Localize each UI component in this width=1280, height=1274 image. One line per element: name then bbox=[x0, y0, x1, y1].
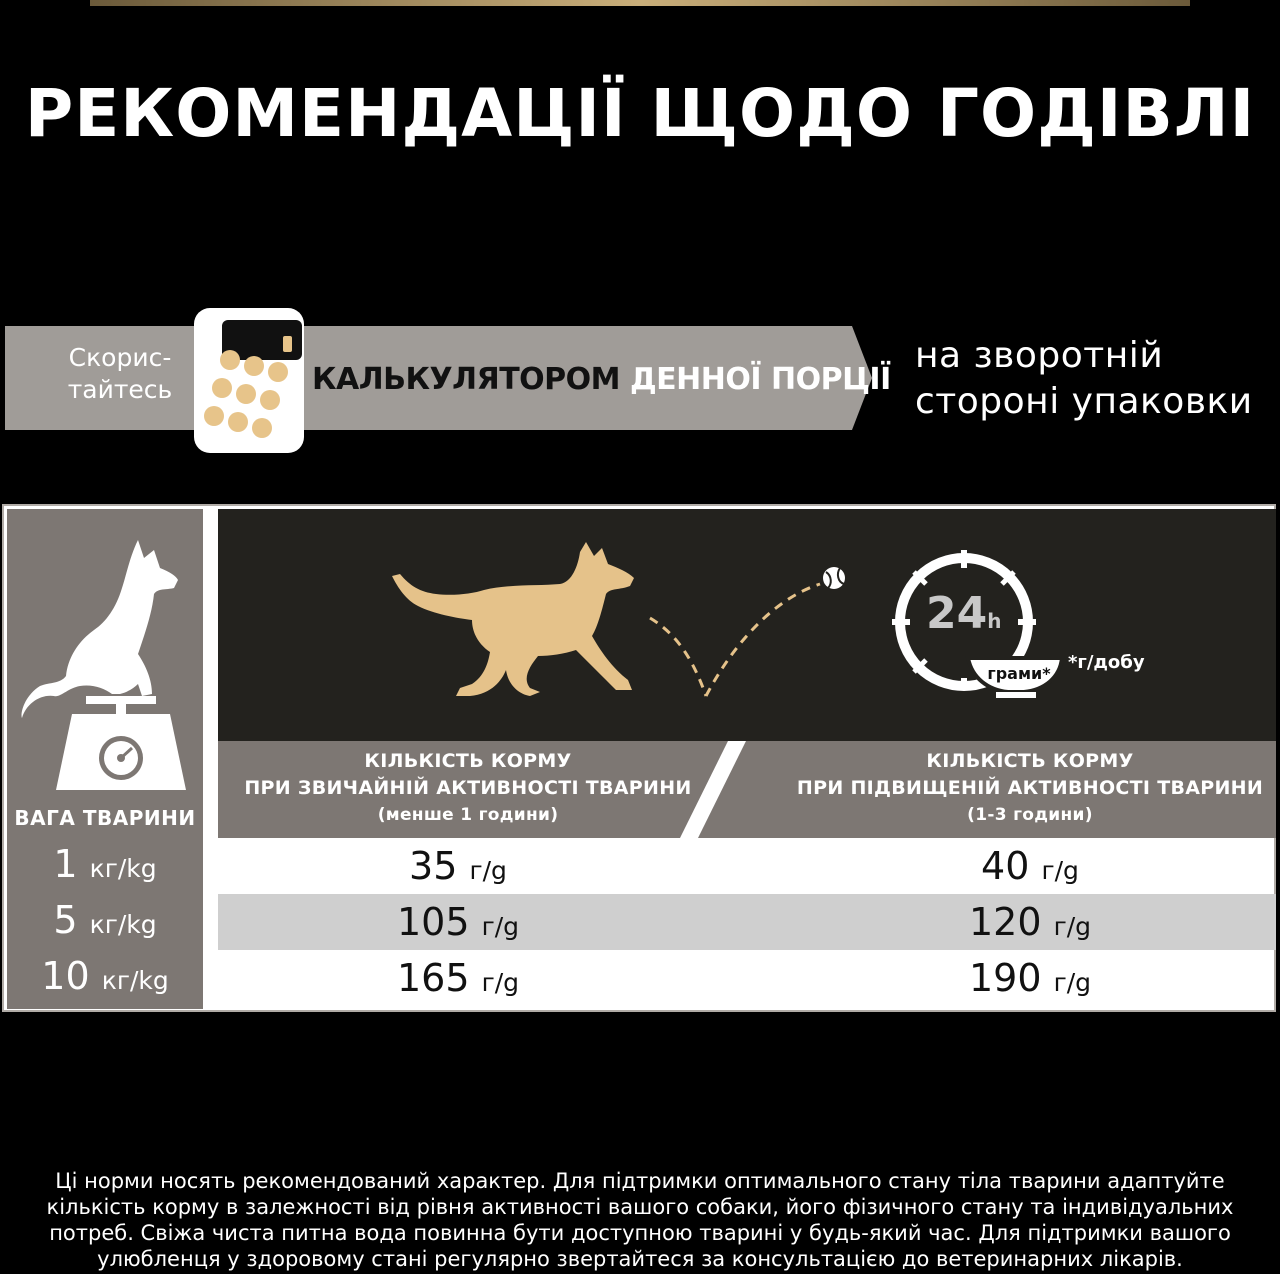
per-day-label: *г/добу bbox=[1068, 652, 1145, 673]
calculator-icon bbox=[194, 308, 304, 453]
high-header-line3: (1-3 години) bbox=[967, 805, 1093, 825]
weight-cell bbox=[7, 842, 203, 891]
use-text-line2: тайтесь bbox=[67, 375, 173, 404]
weight-unit: кг/kg bbox=[89, 854, 157, 883]
normal-header-line2: ПРИ ЗВИЧАЙНІЙ АКТИВНОСТІ ТВАРИНИ bbox=[244, 777, 692, 799]
weight-cell bbox=[7, 898, 203, 947]
calculator-label bbox=[312, 360, 891, 400]
normal-amount: 105 bbox=[396, 900, 470, 944]
weight-unit: кг/kg bbox=[89, 910, 157, 939]
page-title: РЕКОМЕНДАЦІЇ ЩОДО ГОДІВЛІ bbox=[24, 75, 1256, 152]
gram-unit: г/g bbox=[481, 912, 520, 941]
high-header-line2: ПРИ ПІДВИЩЕНІЙ АКТИВНОСТІ ТВАРИНИ bbox=[796, 777, 1264, 799]
high-header-line1: КІЛЬКІСТЬ КОРМУ bbox=[926, 750, 1134, 772]
gold-accent-line bbox=[90, 0, 1190, 6]
weight-value: 1 bbox=[53, 842, 78, 886]
gram-unit: г/g bbox=[1053, 968, 1092, 997]
tennis-ball-icon bbox=[823, 567, 845, 589]
high-amount: 40 bbox=[981, 844, 1030, 888]
normal-amount-cell bbox=[218, 844, 698, 893]
high-amount-cell bbox=[760, 956, 1280, 1005]
weight-header: ВАГА ТВАРИНИ bbox=[14, 806, 196, 830]
use-text bbox=[40, 342, 200, 406]
grams-label: грами* bbox=[987, 664, 1051, 683]
use-text-line1: Скорис- bbox=[68, 343, 172, 372]
gram-unit: г/g bbox=[1053, 912, 1092, 941]
normal-header-line3: (менше 1 години) bbox=[377, 805, 559, 825]
high-amount-cell bbox=[760, 900, 1280, 949]
back-text-line2: стороні упаковки bbox=[915, 381, 1253, 422]
normal-header-line1: КІЛЬКІСТЬ КОРМУ bbox=[364, 750, 572, 772]
dog-on-scale-icon bbox=[20, 536, 190, 796]
normal-amount-cell bbox=[218, 900, 698, 949]
normal-amount: 165 bbox=[396, 956, 470, 1000]
gram-unit: г/g bbox=[1041, 856, 1079, 885]
calculator-label-bold: КАЛЬКУЛЯТОРОМ bbox=[312, 362, 621, 397]
normal-amount-cell bbox=[218, 956, 698, 1005]
sitting-dog-shape bbox=[22, 540, 178, 718]
high-amount: 190 bbox=[968, 956, 1042, 1000]
hours-unit: h bbox=[987, 609, 1002, 633]
gram-unit: г/g bbox=[469, 856, 507, 885]
gram-unit: г/g bbox=[481, 968, 520, 997]
running-dog-icon bbox=[380, 530, 860, 710]
high-amount: 120 bbox=[968, 900, 1042, 944]
footnote: Ці норми носять рекомендований характер. Для підтримки оптимального стану тіла тварини адаптуйте кількість корму в залежності від рівня активності вашого собаки, його фізичного стану та індивідуальних потреб. Свіжа чиста питна вода повинна бути доступною тварині у будь-який час. Для підтримки вашого улюбленця у здоровому стані регулярно звертайтеся за консультацією до ветеринарних лікарів. bbox=[46, 1169, 1234, 1271]
high-amount-cell bbox=[760, 844, 1280, 893]
weight-unit: кг/kg bbox=[101, 966, 169, 995]
high-activity-header bbox=[760, 748, 1280, 829]
normal-amount: 35 bbox=[409, 844, 458, 888]
hours-number: 24 bbox=[926, 588, 988, 639]
running-dog-shape bbox=[392, 542, 634, 696]
normal-activity-header bbox=[218, 748, 718, 829]
weight-value: 10 bbox=[41, 954, 90, 998]
hours-label bbox=[926, 588, 1001, 639]
weight-cell bbox=[7, 954, 203, 1003]
calculator-label-rest: ДЕННОЇ ПОРЦІЇ bbox=[620, 362, 891, 397]
back-of-pack-text bbox=[915, 333, 1275, 425]
back-text-line1: на зворотній bbox=[915, 335, 1164, 376]
weight-value: 5 bbox=[53, 898, 78, 942]
